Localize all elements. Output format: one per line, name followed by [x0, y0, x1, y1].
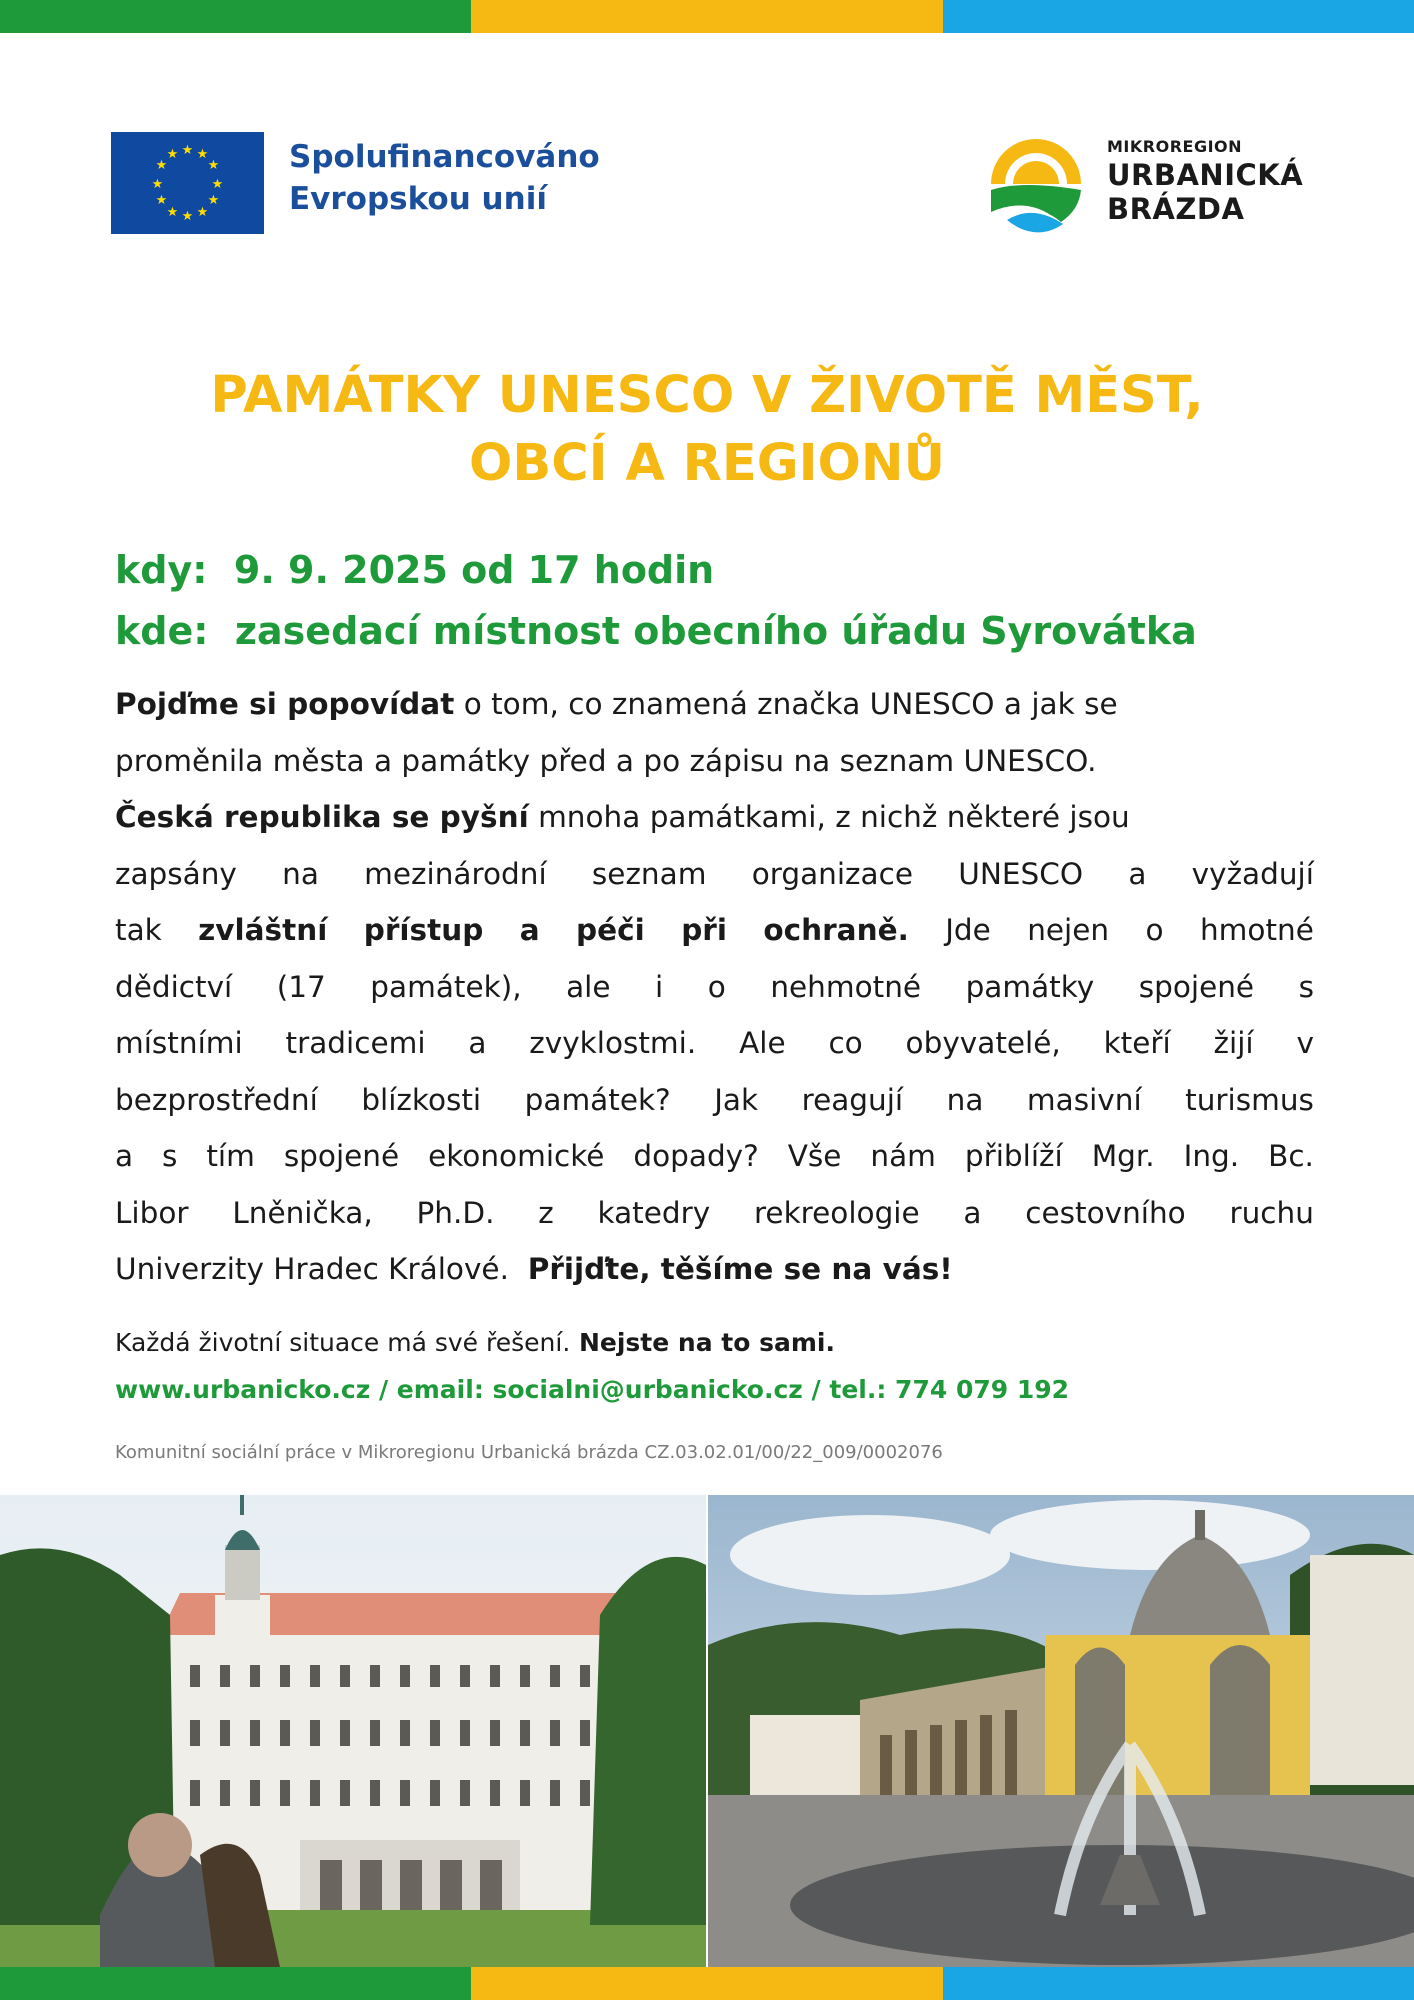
- body-word: reagují: [801, 1082, 904, 1117]
- bottom-color-bar: [0, 1967, 1414, 2000]
- body-word: nám: [870, 1139, 936, 1173]
- page-title: [0, 362, 1414, 498]
- body-line-5: [115, 902, 1314, 959]
- svg-text:★: ★: [155, 158, 168, 173]
- where-label: kde:: [115, 609, 209, 653]
- body-word: Vše: [787, 1139, 842, 1173]
- body-word: z: [538, 1195, 554, 1230]
- microregion-small-label: MIKROREGION: [1107, 137, 1243, 156]
- body-word: zvyklostmi.: [529, 1026, 697, 1060]
- body-word: tím: [206, 1139, 255, 1173]
- body-word: Mgr.: [1091, 1139, 1155, 1173]
- title-line1: PAMÁTKY UNESCO V ŽIVOTĚ MĚST,: [210, 366, 1204, 425]
- body-word: a: [115, 1139, 134, 1173]
- svg-text:★: ★: [151, 177, 164, 192]
- body-word: místními: [115, 1026, 243, 1060]
- event-when: [115, 540, 1197, 601]
- body-word: vyžadují: [1191, 856, 1314, 891]
- body-word: nehmotné: [770, 969, 922, 1004]
- where-value: zasedací místnost obecního úřadu Syrovátka: [234, 609, 1197, 653]
- body-line-1: [115, 676, 1314, 733]
- title-line2: OBCÍ A REGIONŮ: [468, 434, 945, 493]
- event-info: [115, 540, 1197, 662]
- body-word: (17: [276, 969, 326, 1004]
- body-word: a: [468, 1026, 487, 1060]
- body-word: s: [1298, 969, 1314, 1004]
- body-word: kteří: [1103, 1026, 1171, 1060]
- body-line-9: [115, 1128, 1314, 1185]
- body-word: žijí: [1213, 1026, 1254, 1060]
- body-word: o: [1145, 913, 1164, 947]
- body-line-8: [115, 1072, 1314, 1129]
- svg-text:★: ★: [196, 205, 209, 220]
- body-word: Ing.: [1183, 1139, 1240, 1173]
- eu-text-line1: Spolufinancováno: [289, 139, 600, 175]
- microregion-name-line2: BRÁZDA: [1107, 192, 1245, 226]
- svg-text:★: ★: [211, 177, 224, 192]
- body-word: památek),: [370, 969, 522, 1004]
- svg-text:★: ★: [166, 205, 179, 220]
- body-word: blízkosti: [361, 1082, 482, 1117]
- body-word: a: [519, 913, 540, 947]
- body-word: hmotné: [1199, 913, 1314, 947]
- body-word: mezinárodní: [364, 856, 547, 891]
- body-word: ruchu: [1229, 1195, 1314, 1230]
- eu-stars-icon: [111, 132, 264, 234]
- body-word: Jak: [714, 1082, 759, 1117]
- body-text: Univerzity Hradec Králové.: [115, 1252, 528, 1286]
- body-word: cestovního: [1025, 1195, 1186, 1230]
- microregion-logo-icon: [983, 128, 1089, 234]
- body-word: masivní: [1026, 1082, 1142, 1117]
- body-word: na: [282, 856, 319, 891]
- body-bold-invite: Přijďte, těšíme se na vás!: [527, 1252, 953, 1286]
- body-word: i: [655, 969, 664, 1004]
- microregion-name-line1: URBANICKÁ: [1107, 158, 1304, 192]
- body-word: nejen: [1027, 913, 1110, 947]
- eu-cofinanced-label: [289, 136, 600, 220]
- body-line-3: [115, 789, 1314, 846]
- body-word: přístup: [363, 913, 484, 947]
- bar-green: [0, 1967, 471, 2000]
- project-number: Komunitní sociální práce v Mikroregionu Urbanická brázda CZ.03.02.01/00/22_009/0002076: [115, 1442, 943, 1463]
- body-word: rekreologie: [753, 1195, 920, 1230]
- top-color-bar: [0, 0, 1414, 33]
- body-line-4: [115, 846, 1314, 903]
- body-word: Ale: [739, 1026, 786, 1060]
- bar-blue: [943, 0, 1414, 33]
- bar-green: [0, 0, 471, 33]
- body-bold-intro: Pojďme si popovídat: [115, 687, 455, 721]
- body-word: spojené: [1138, 969, 1255, 1004]
- body-word: seznam: [591, 856, 707, 891]
- body-word: tradicemi: [285, 1026, 426, 1060]
- body-line-2: [115, 733, 1314, 790]
- body-line-7: [115, 1015, 1314, 1072]
- svg-text:★: ★: [207, 193, 220, 208]
- body-word: péči: [576, 913, 645, 947]
- situation-bold: Nejste na to sami.: [570, 1328, 835, 1357]
- body-line-11: [115, 1241, 1314, 1298]
- body-word: katedry: [597, 1195, 711, 1230]
- body-word: na: [946, 1082, 984, 1117]
- when-value: 9. 9. 2025 od 17 hodin: [233, 548, 715, 592]
- svg-text:★: ★: [181, 143, 194, 158]
- body-word: Lněnička,: [232, 1195, 373, 1230]
- body-word: organizace: [751, 856, 913, 891]
- body-word: Bc.: [1268, 1139, 1314, 1173]
- bar-blue: [943, 1967, 1414, 2000]
- body-word: Libor: [115, 1195, 189, 1230]
- body-text: proměnila města a památky před a po zápisu na seznam UNESCO.: [115, 743, 1097, 778]
- body-line-10: [115, 1185, 1314, 1242]
- when-label: kdy:: [115, 548, 208, 592]
- body-word: přiblíží: [964, 1139, 1063, 1173]
- situation-text: Každá životní situace má své řešení.: [115, 1328, 571, 1357]
- body-word: v: [1296, 1026, 1314, 1060]
- contact-line: www.urbanicko.cz / email: socialni@urbanicko.cz / tel.: 774 079 192: [115, 1375, 1070, 1404]
- body-word: Jde: [945, 913, 991, 947]
- svg-text:★: ★: [181, 209, 194, 224]
- body-word: bezprostřední: [115, 1082, 318, 1117]
- svg-text:★: ★: [207, 158, 220, 173]
- body-word: při: [681, 913, 727, 947]
- body-word: Ph.D.: [416, 1195, 495, 1230]
- body-text: mnoha památkami, z nichž některé jsou: [528, 800, 1130, 834]
- body-line-6: [115, 959, 1314, 1016]
- body-word: UNESCO: [958, 856, 1084, 891]
- body-bold-czech: Česká republika se pyšní: [115, 800, 529, 834]
- body-word: památek?: [524, 1082, 671, 1117]
- body-word: ekonomické: [428, 1139, 605, 1173]
- body-word: s: [162, 1139, 178, 1173]
- situation-line: [115, 1323, 835, 1363]
- microregion-name: [1107, 136, 1303, 226]
- chateau-photo: [0, 1495, 706, 1967]
- svg-text:★: ★: [196, 147, 209, 162]
- body-word: zapsány: [115, 856, 237, 891]
- event-where: [115, 601, 1197, 662]
- body-word: ale: [566, 969, 611, 1004]
- svg-text:★: ★: [155, 193, 168, 208]
- body-word: a: [1128, 856, 1147, 891]
- body-word: tak: [115, 913, 162, 947]
- body-paragraph: [115, 676, 1314, 1298]
- body-word: dopady?: [633, 1139, 759, 1173]
- body-word: obyvatelé,: [905, 1026, 1061, 1060]
- colonnade-photo: [708, 1495, 1414, 1967]
- bar-yellow: [471, 0, 942, 33]
- body-word: zvláštní: [198, 913, 328, 947]
- body-word: a: [963, 1195, 982, 1230]
- eu-flag-logo: [111, 132, 264, 234]
- body-word: dědictví: [115, 969, 233, 1004]
- photo-strip: [0, 1495, 1414, 1967]
- body-word: co: [828, 1026, 863, 1060]
- body-text: o tom, co znamená značka UNESCO a jak se: [454, 687, 1118, 721]
- body-word: památky: [965, 969, 1095, 1004]
- body-word: o: [707, 969, 726, 1004]
- eu-text-line2: Evropskou unií: [289, 181, 547, 217]
- svg-text:★: ★: [166, 147, 179, 162]
- bar-yellow: [471, 1967, 942, 2000]
- body-word: ochraně.: [763, 913, 909, 947]
- body-word: spojené: [283, 1139, 400, 1173]
- body-word: turismus: [1185, 1082, 1314, 1117]
